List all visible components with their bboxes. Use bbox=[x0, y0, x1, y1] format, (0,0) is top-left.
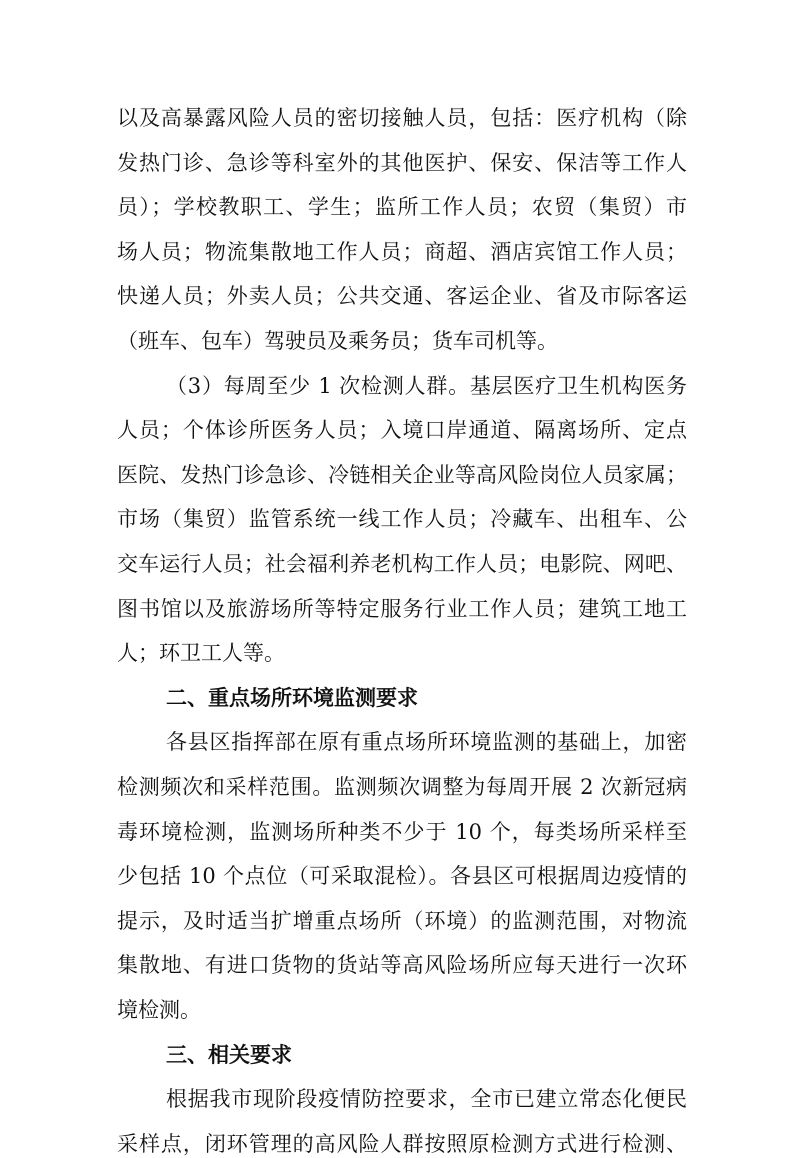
paragraph-line: 快递人员；外卖人员；公共交通、客运企业、省及市际客运 bbox=[117, 284, 687, 308]
paragraph-line: 图书馆以及旅游场所等特定服务行业工作人员；建筑工地工 bbox=[117, 597, 687, 621]
paragraph-line: 集散地、有进口货物的货站等高风险场所应每天进行一次环 bbox=[117, 953, 687, 977]
paragraph-line: 场人员；物流集散地工作人员；商超、酒店宾馆工作人员； bbox=[117, 240, 687, 264]
paragraph-line: 境检测。 bbox=[117, 998, 201, 1022]
paragraph-line: 以及高暴露风险人员的密切接触人员，包括：医疗机构（除 bbox=[117, 106, 687, 130]
section-heading: 三、相关要求 bbox=[166, 1043, 292, 1067]
paragraph-line: 市场（集贸）监管系统一线工作人员；冷藏车、出租车、公 bbox=[117, 507, 687, 531]
paragraph-line: 员）；学校教职工、学生；监所工作人员；农贸（集贸）市 bbox=[117, 195, 687, 219]
paragraph-line: 根据我市现阶段疫情防控要求，全市已建立常态化便民 bbox=[166, 1087, 687, 1111]
paragraph-line: 人员；个体诊所医务人员；入境口岸通道、隔离场所、定点 bbox=[117, 418, 687, 442]
paragraph-line: 少包括 10 个点位（可采取混检）。各县区可根据周边疫情的 bbox=[117, 864, 687, 888]
paragraph-line: 医院、发热门诊急诊、冷链相关企业等高风险岗位人员家属； bbox=[117, 463, 687, 487]
section-heading: 二、重点场所环境监测要求 bbox=[166, 686, 418, 710]
paragraph-line: 交车运行人员；社会福利养老机构工作人员；电影院、网吧、 bbox=[117, 552, 687, 576]
paragraph-line: （3）每周至少 1 次检测人群。基层医疗卫生机构医务 bbox=[166, 374, 687, 398]
paragraph-line: 提示，及时适当扩增重点场所（环境）的监测范围，对物流 bbox=[117, 909, 687, 933]
paragraph-line: 检测频次和采样范围。监测频次调整为每周开展 2 次新冠病 bbox=[117, 775, 687, 799]
paragraph-line: 采样点，闭环管理的高风险人群按照原检测方式进行检测、 bbox=[117, 1132, 687, 1156]
paragraph-line: 毒环境检测，监测场所种类不少于 10 个，每类场所采样至 bbox=[117, 820, 687, 844]
paragraph-line: 人；环卫工人等。 bbox=[117, 641, 285, 665]
paragraph-line: 各县区指挥部在原有重点场所环境监测的基础上，加密 bbox=[166, 730, 687, 754]
paragraph-line: （班车、包车）驾驶员及乘务员；货车司机等。 bbox=[117, 329, 558, 353]
paragraph-line: 发热门诊、急诊等科室外的其他医护、保安、保洁等工作人 bbox=[117, 151, 687, 175]
